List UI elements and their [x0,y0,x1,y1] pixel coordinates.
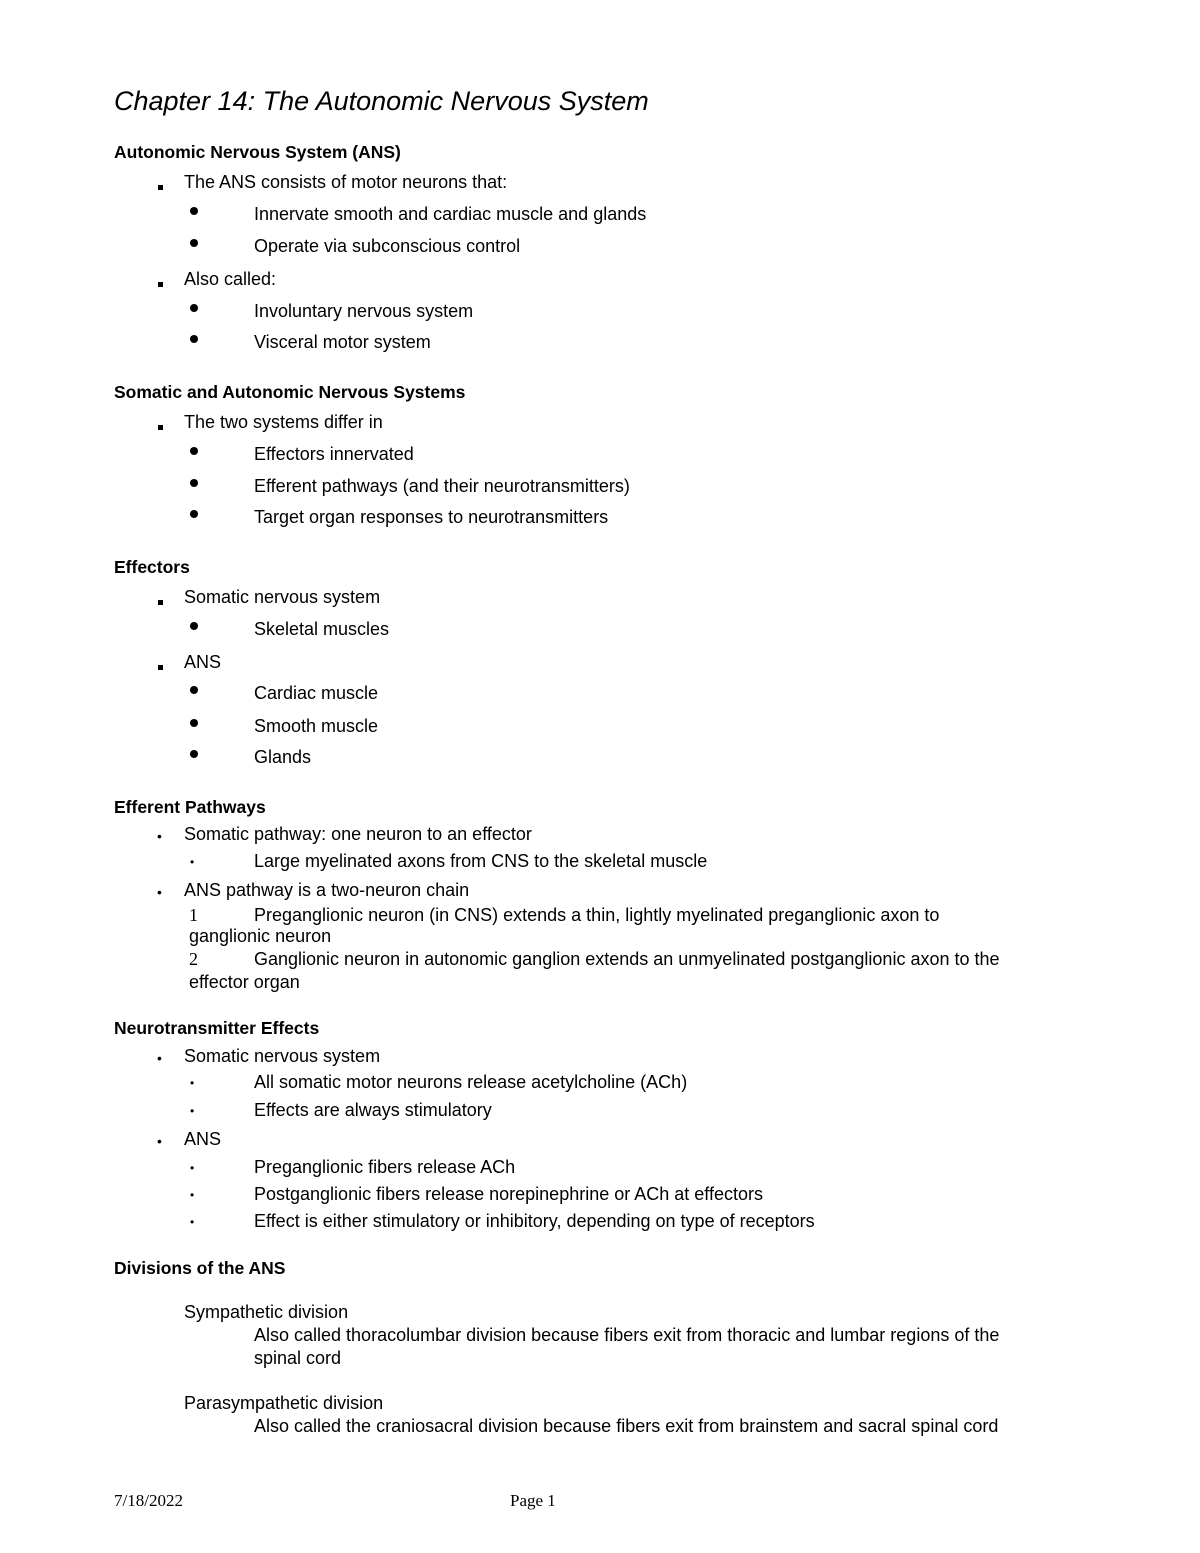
sub-list-item: Effects are always stimulatory [254,1100,492,1120]
bullet-icon: • [190,1161,195,1175]
list-item: ANS pathway is a two-neuron chain [184,880,470,900]
round-bullet-icon [190,750,198,758]
bullet-icon: • [157,828,162,844]
sub-list-item: All somatic motor neurons release acetylcholine (ACh) [254,1072,688,1092]
sub-list-item: Large myelinated axons from CNS to the skeletal muscle [254,851,708,871]
sub-list-item: Skeletal muscles [254,619,390,639]
bullet-icon: • [190,1215,195,1229]
numbered-item: Ganglionic neuron in autonomic ganglion extends an unmyelinated postganglionic axon to the [254,949,1000,969]
numbered-item-continuation: effector organ [189,972,300,992]
section-heading: Somatic and Autonomic Nervous Systems [114,382,466,402]
division-name: Sympathetic division [184,1302,349,1322]
list-item: The ANS consists of motor neurons that: [184,172,508,192]
round-bullet-icon [190,510,198,518]
footer-date: 7/18/2022 [114,1491,183,1510]
list-item: ANS [184,1129,222,1149]
bullet-icon: • [190,1188,195,1202]
bullet-icon: • [157,884,162,900]
division-description: Also called the craniosacral division because fibers exit from brainstem and sacral spinal cord [254,1416,999,1436]
section-heading: Autonomic Nervous System (ANS) [114,142,401,162]
sub-list-item: Operate via subconscious control [254,236,521,256]
numbered-item: Preganglionic neuron (in CNS) extends a thin, lightly myelinated preganglionic axon to [254,905,940,925]
list-item: Somatic nervous system [184,587,381,607]
square-bullet-icon [158,425,163,430]
sub-list-item: Effectors innervated [254,444,414,464]
step-number: 2 [189,949,198,969]
square-bullet-icon [158,185,163,190]
sub-list-item: Preganglionic fibers release ACh [254,1157,516,1177]
round-bullet-icon [190,239,198,247]
square-bullet-icon [158,600,163,605]
list-item: The two systems differ in [184,412,383,432]
page-title: Chapter 14: The Autonomic Nervous System [114,86,649,116]
square-bullet-icon [158,665,163,670]
bullet-icon: • [157,1050,162,1066]
round-bullet-icon [190,479,198,487]
sub-list-item: Efferent pathways (and their neurotransmitters) [254,476,630,496]
list-item: Somatic pathway: one neuron to an effector [184,824,532,844]
bullet-icon: • [190,1076,195,1090]
round-bullet-icon [190,335,198,343]
bullet-icon: • [157,1133,162,1149]
round-bullet-icon [190,719,198,727]
square-bullet-icon [158,282,163,287]
division-description-continuation: spinal cord [254,1348,342,1368]
round-bullet-icon [190,304,198,312]
list-item: Somatic nervous system [184,1046,381,1066]
step-number: 1 [189,905,198,925]
section-heading: Neurotransmitter Effects [114,1018,320,1038]
section-heading: Divisions of the ANS [114,1258,286,1278]
section-heading: Efferent Pathways [114,797,266,817]
round-bullet-icon [190,622,198,630]
round-bullet-icon [190,207,198,215]
round-bullet-icon [190,686,198,694]
footer-page-number: Page 1 [510,1491,556,1510]
division-name: Parasympathetic division [184,1393,384,1413]
sub-list-item: Effect is either stimulatory or inhibitory, depending on type of receptors [254,1211,815,1231]
sub-list-item: Cardiac muscle [254,683,379,703]
section-heading: Effectors [114,557,190,577]
bullet-icon: • [190,1104,195,1118]
list-item: Also called: [184,269,277,289]
sub-list-item: Glands [254,747,312,767]
round-bullet-icon [190,447,198,455]
sub-list-item: Target organ responses to neurotransmitters [254,507,609,527]
sub-list-item: Innervate smooth and cardiac muscle and glands [254,204,647,224]
numbered-item-continuation: ganglionic neuron [189,926,332,946]
list-item: ANS [184,652,222,672]
sub-list-item: Smooth muscle [254,716,379,736]
sub-list-item: Involuntary nervous system [254,301,474,321]
sub-list-item: Postganglionic fibers release norepinephrine or ACh at effectors [254,1184,763,1204]
division-description: Also called thoracolumbar division because fibers exit from thoracic and lumbar regions of the [254,1325,1000,1345]
bullet-icon: • [190,855,195,869]
sub-list-item: Visceral motor system [254,332,431,352]
